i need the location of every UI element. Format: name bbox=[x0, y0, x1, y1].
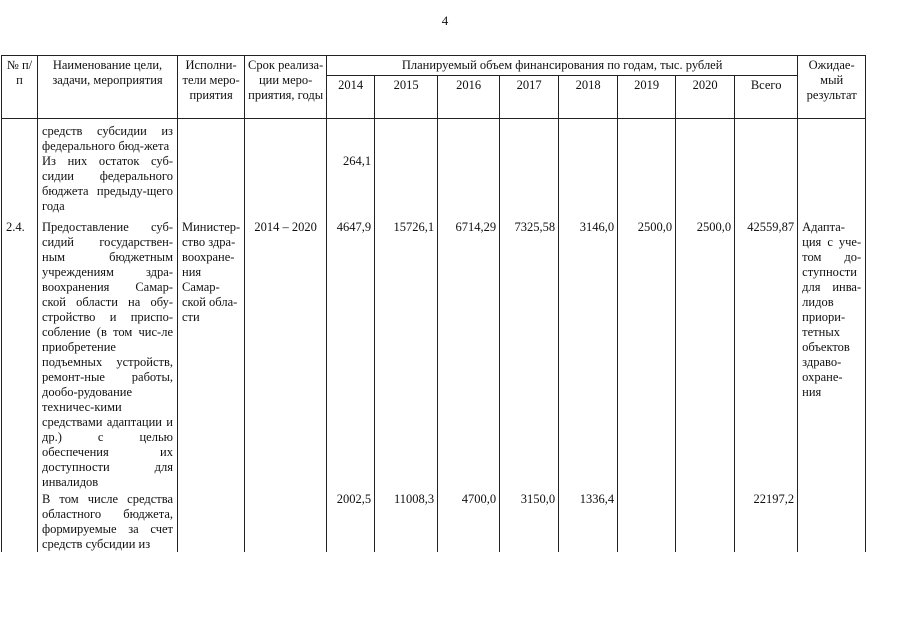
cell-executor bbox=[178, 492, 245, 552]
cell-value bbox=[676, 124, 735, 154]
cell-value bbox=[618, 492, 676, 552]
cell-executor: Министер-ство здра-воохране-ния Самар-ской обла-сти bbox=[178, 220, 245, 492]
cell-name: Предоставление суб-сидий государствен-ным бюджетным учреждениям здра-воохранения Самар-ской области на обу-стройство и приспо-собление (в том чис-ле приобретение подъемных устройств, ремонт-ные работы, дообо-рудование техничес-кими средствами адаптации и др.) с целью обеспечения их доступности для инвалидов bbox=[38, 220, 178, 492]
cell-value bbox=[676, 492, 735, 552]
cell-value bbox=[735, 124, 798, 154]
cell-no bbox=[2, 154, 38, 220]
cell-value bbox=[618, 124, 676, 154]
cell-value bbox=[500, 154, 559, 220]
cell-result bbox=[798, 154, 866, 220]
cell-value bbox=[438, 154, 500, 220]
cell-value: 264,1 bbox=[327, 154, 375, 220]
cell-term bbox=[245, 492, 327, 552]
cell-value: 4647,9 bbox=[327, 220, 375, 492]
header-year: 2014 bbox=[327, 76, 375, 119]
header-year: 2018 bbox=[559, 76, 618, 119]
table-row bbox=[2, 492, 866, 552]
cell-value bbox=[500, 124, 559, 154]
cell-value bbox=[618, 154, 676, 220]
cell-value: 22197,2 bbox=[735, 492, 798, 552]
cell-term: 2014 – 2020 bbox=[245, 220, 327, 492]
header-result: Ожидае-мый результат bbox=[798, 56, 866, 119]
cell-no bbox=[2, 124, 38, 154]
table-row bbox=[2, 124, 866, 154]
cell-term bbox=[245, 154, 327, 220]
cell-term bbox=[245, 124, 327, 154]
table-row bbox=[2, 154, 866, 220]
cell-value: 4700,0 bbox=[438, 492, 500, 552]
header-year: 2015 bbox=[375, 76, 438, 119]
cell-value bbox=[735, 154, 798, 220]
cell-value bbox=[327, 124, 375, 154]
header-financing: Планируемый объем финансирования по годам, тыс. рублей bbox=[327, 56, 798, 76]
header-term: Срок реализа-ции меро-приятия, годы bbox=[245, 56, 327, 119]
cell-value: 11008,3 bbox=[375, 492, 438, 552]
cell-value bbox=[375, 124, 438, 154]
header-year: 2016 bbox=[438, 76, 500, 119]
cell-result bbox=[798, 492, 866, 552]
header-year: 2020 bbox=[676, 76, 735, 119]
table-header-row bbox=[2, 56, 866, 76]
cell-value: 7325,58 bbox=[500, 220, 559, 492]
cell-value: 1336,4 bbox=[559, 492, 618, 552]
header-year: 2017 bbox=[500, 76, 559, 119]
table-row bbox=[2, 220, 866, 492]
cell-value: 15726,1 bbox=[375, 220, 438, 492]
cell-name: средств субсидии из федерального бюд-жета bbox=[38, 124, 178, 154]
header-executor: Исполни-тели меро-приятия bbox=[178, 56, 245, 119]
cell-name: Из них остаток суб-сидии федерального бюджета предыду-щего года bbox=[38, 154, 178, 220]
header-no: № п/п bbox=[2, 56, 38, 119]
cell-value: 6714,29 bbox=[438, 220, 500, 492]
page-number: 4 bbox=[441, 13, 449, 28]
cell-value: 3150,0 bbox=[500, 492, 559, 552]
cell-value bbox=[559, 154, 618, 220]
cell-value: 3146,0 bbox=[559, 220, 618, 492]
cell-name: В том числе средства областного бюджета, формируемые за счет средств субсидии из bbox=[38, 492, 178, 552]
cell-value bbox=[676, 154, 735, 220]
cell-value: 42559,87 bbox=[735, 220, 798, 492]
cell-executor bbox=[178, 124, 245, 154]
cell-value bbox=[375, 154, 438, 220]
cell-result bbox=[798, 124, 866, 154]
cell-value bbox=[438, 124, 500, 154]
cell-no bbox=[2, 492, 38, 552]
cell-executor bbox=[178, 154, 245, 220]
financing-table bbox=[1, 55, 866, 552]
header-name: Наименование цели, задачи, мероприятия bbox=[38, 56, 178, 119]
header-year-total: Всего bbox=[735, 76, 798, 119]
cell-result: Адапта-ция с уче-том до-ступности для инва-лидов приори-тетных объектов здраво-охране-ния bbox=[798, 220, 866, 492]
cell-value: 2500,0 bbox=[618, 220, 676, 492]
cell-value: 2002,5 bbox=[327, 492, 375, 552]
cell-value: 2500,0 bbox=[676, 220, 735, 492]
header-year: 2019 bbox=[618, 76, 676, 119]
cell-value bbox=[559, 124, 618, 154]
cell-no: 2.4. bbox=[2, 220, 38, 492]
